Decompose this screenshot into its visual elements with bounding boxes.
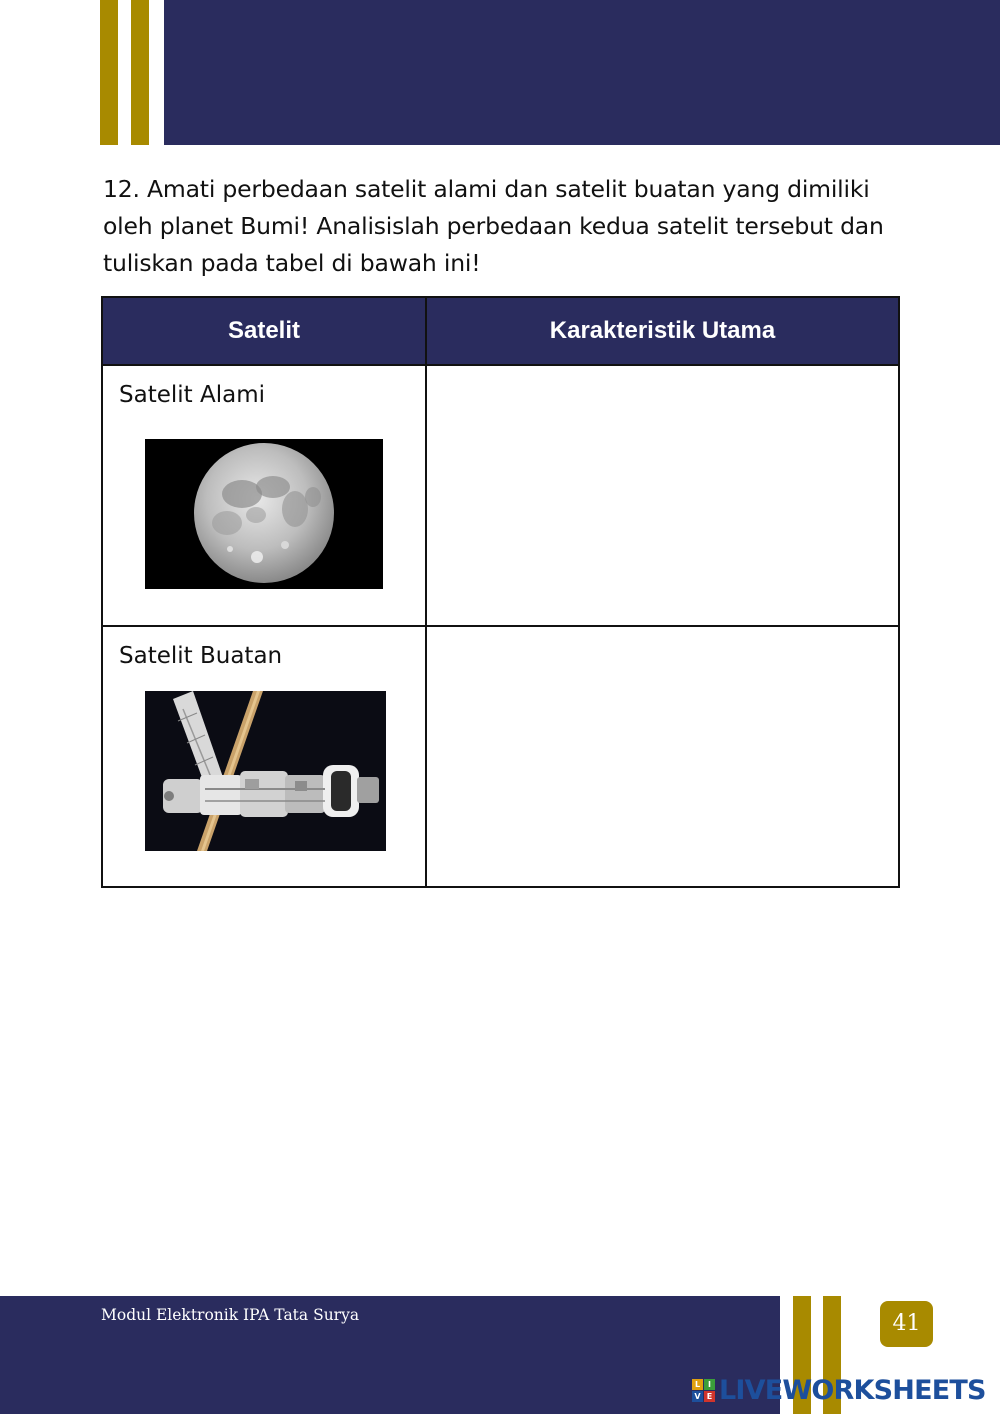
row-label-satelit-buatan: Satelit Buatan (119, 643, 283, 669)
liveworksheets-wordmark: LIVEWORKSHEETS (719, 1374, 986, 1406)
space-station-image (145, 691, 386, 851)
liveworksheets-logo-icon (692, 1379, 715, 1402)
logo-letter-i: I (704, 1379, 715, 1390)
table-row (102, 365, 899, 626)
logo-letter-e: E (704, 1391, 715, 1402)
row-label-satelit-alami: Satelit Alami (119, 382, 265, 408)
table-row (102, 626, 899, 887)
question-text: 12. Amati perbedaan satelit alami dan satelit buatan yang dimiliki oleh planet Bumi! Analisislah perbedaan kedua satelit tersebut dan tuliskan pada tabel di bawah ini! (103, 175, 884, 277)
header-gold-stripe-1 (100, 0, 118, 145)
liveworksheets-watermark (692, 1374, 986, 1406)
satellite-cell-buatan (102, 626, 426, 887)
satellite-table (101, 296, 900, 888)
footer-module-title: Modul Elektronik IPA Tata Surya (101, 1306, 360, 1324)
moon-image (145, 439, 383, 589)
table-header-row (102, 297, 899, 365)
logo-letter-l: L (692, 1379, 703, 1390)
space-station-photo (145, 691, 386, 851)
header-gold-stripe-2 (131, 0, 149, 145)
satellite-cell-alami (102, 365, 426, 626)
answer-cell-satelit-alami[interactable] (426, 365, 899, 626)
header-karakteristik-utama: Karakteristik Utama (426, 297, 899, 365)
page-number-badge: 41 (880, 1301, 933, 1347)
header-satelit: Satelit (102, 297, 426, 365)
answer-cell-satelit-buatan[interactable] (426, 626, 899, 887)
moon-photo (145, 439, 383, 589)
logo-letter-v: V (692, 1391, 703, 1402)
header-band (164, 0, 1000, 145)
